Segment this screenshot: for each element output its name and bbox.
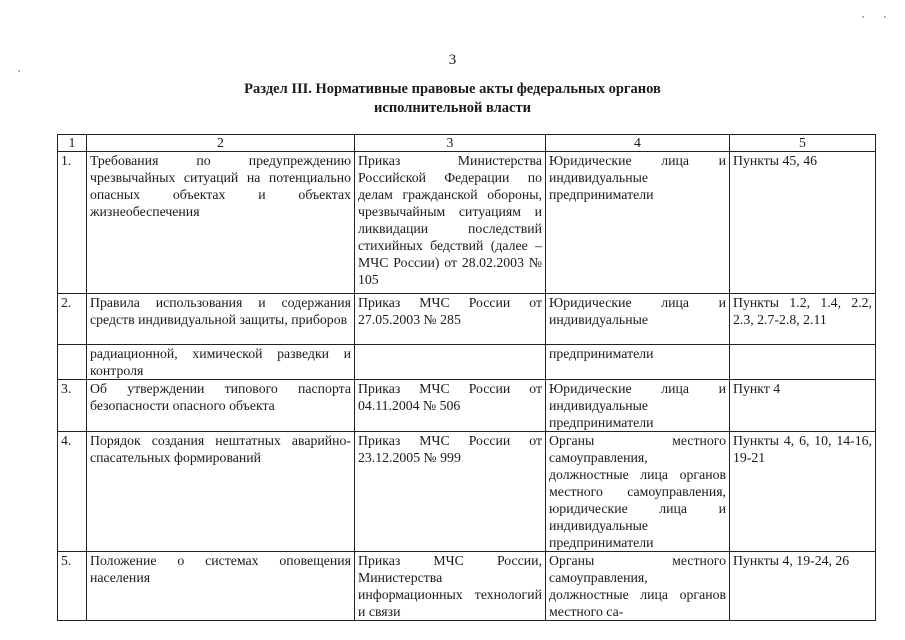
- row-number: 1.: [58, 152, 87, 294]
- table-row: [58, 294, 876, 345]
- row-number: 5.: [58, 552, 87, 621]
- act-requirement-name: Об утверждении типового паспорта безопасности опасного объекта: [87, 380, 355, 432]
- page-number: 3: [448, 52, 457, 68]
- points: Пункты 4, 19-24, 26: [730, 552, 876, 621]
- act-requirement-name: радиационной, химической разведки и контроля: [87, 345, 355, 380]
- points: Пункты 1.2, 1.4, 2.2, 2.3, 2.7-2.8, 2.11: [730, 294, 876, 345]
- header-col-3: 3: [355, 135, 546, 152]
- row-number: 4.: [58, 432, 87, 552]
- section-title-line-1: Раздел III. Нормативные правовые акты федеральных органов: [244, 81, 661, 97]
- act-reference: Приказ Министерства Российской Федерации по делам гражданской обороны, чрезвычайным ситуациям и ликвидации последствий стихийных бедствий (далее – МЧС России) от 28.02.2003 № 105: [355, 152, 546, 294]
- points: Пункты 45, 46: [730, 152, 876, 294]
- scan-speck: [884, 16, 886, 18]
- table-row: [58, 380, 876, 432]
- header-col-4: 4: [546, 135, 730, 152]
- subjects: Юридические лица и индивидуальные предприниматели: [546, 380, 730, 432]
- acts-table: [57, 134, 876, 621]
- subjects: Юридические лица и индивидуальные предприниматели: [546, 152, 730, 294]
- act-reference: Приказ МЧС России от 04.11.2004 № 506: [355, 380, 546, 432]
- subjects: Органы местного самоуправления, должностные лица органов местного са-: [546, 552, 730, 621]
- points: Пункты 4, 6, 10, 14-16, 19-21: [730, 432, 876, 552]
- table-header-row: [58, 135, 876, 152]
- act-requirement-name: Требования по предупреждению чрезвычайных ситуаций на потенциально опасных объектах и объектах жизнеобеспечения: [87, 152, 355, 294]
- section-title: [150, 80, 755, 118]
- header-col-2: 2: [87, 135, 355, 152]
- row-number: [58, 345, 87, 380]
- header-col-1: 1: [58, 135, 87, 152]
- subjects: Органы местного самоуправления, должностные лица органов местного самоуправления, юридические лица и индивидуальные предприниматели: [546, 432, 730, 552]
- subjects: Юридические лица и индивидуальные: [546, 294, 730, 345]
- table-row: [58, 345, 876, 380]
- act-requirement-name: Правила использования и содержания средств индивидуальной защиты, приборов: [87, 294, 355, 345]
- act-requirement-name: Положение о системах оповещения населения: [87, 552, 355, 621]
- act-reference: Приказ МЧС России от 27.05.2003 № 285: [355, 294, 546, 345]
- points: [730, 345, 876, 380]
- subjects: предприниматели: [546, 345, 730, 380]
- scan-speck: [862, 16, 864, 18]
- act-reference: Приказ МЧС России от 23.12.2005 № 999: [355, 432, 546, 552]
- table-row: [58, 432, 876, 552]
- section-title-line-2: исполнительной власти: [374, 100, 531, 116]
- act-reference: [355, 345, 546, 380]
- act-requirement-name: Порядок создания нештатных аварийно-спасательных формирований: [87, 432, 355, 552]
- table-row: [58, 552, 876, 621]
- row-number: 2.: [58, 294, 87, 345]
- table-row: [58, 152, 876, 294]
- header-col-5: 5: [730, 135, 876, 152]
- row-number: 3.: [58, 380, 87, 432]
- scan-speck: [18, 70, 20, 72]
- points: Пункт 4: [730, 380, 876, 432]
- act-reference: Приказ МЧС России, Министерства информационных технологий и связи: [355, 552, 546, 621]
